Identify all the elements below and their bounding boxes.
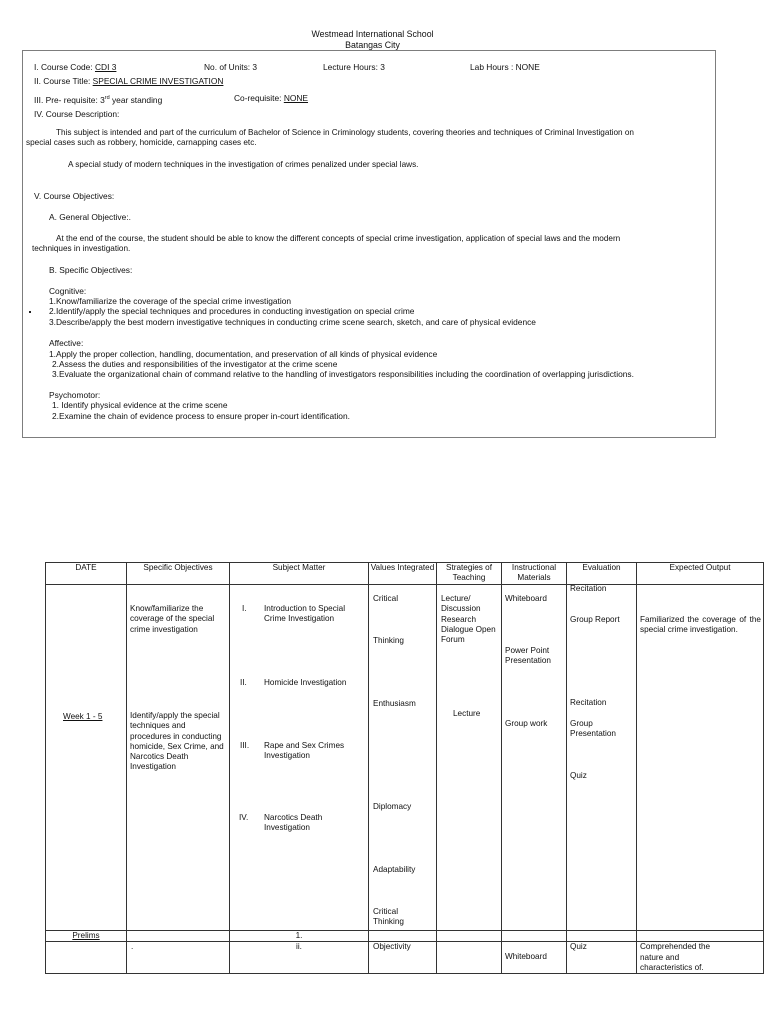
value-item: Adaptability bbox=[373, 865, 416, 874]
evaluation-item: Quiz bbox=[570, 771, 587, 780]
table-row bbox=[46, 942, 764, 974]
cognitive-label: Cognitive: bbox=[49, 286, 87, 296]
strategy-item: Lecture bbox=[453, 709, 481, 718]
col-header-evaluation: Evaluation bbox=[567, 563, 637, 585]
evaluation-item: Group Report bbox=[570, 615, 620, 624]
lab-hours: Lab Hours : NONE bbox=[470, 62, 540, 72]
subject-item: Rape and Sex Crimes Investigation bbox=[264, 741, 345, 761]
subject-item: Introduction to Special Crime Investigation bbox=[264, 604, 346, 624]
course-code: I. Course Code: CDI 3 bbox=[34, 62, 117, 72]
lecture-hours: Lecture Hours: 3 bbox=[323, 62, 385, 72]
value-item: Thinking bbox=[373, 636, 404, 645]
strategy-item: Lecture/ Discussion Research Dialogue Open Forum bbox=[441, 594, 496, 645]
evaluation-item: Recitation bbox=[570, 584, 607, 593]
course-objectives-label: V. Course Objectives: bbox=[34, 191, 115, 201]
subject-number: I. bbox=[242, 604, 247, 613]
affective-item: 3.Evaluate the organizational chain of command relative to the handling of investigators responsibilities including the coordination of overlapping jurisdictions. bbox=[52, 369, 634, 379]
value-item: Diplomacy bbox=[373, 802, 412, 811]
cognitive-item: 3.Describe/apply the best modern investigative techniques in conducting crime scene search, sketch, and care of physical evidence bbox=[49, 317, 536, 327]
row3-material: Whiteboard bbox=[505, 952, 547, 962]
subject-item: Narcotics Death Investigation bbox=[264, 813, 323, 833]
row3-subject: ii. bbox=[296, 942, 302, 952]
subject-number: IV. bbox=[239, 813, 249, 822]
cognitive-item: 2.Identify/apply the special techniques and procedures in conducting investigation on special crime bbox=[49, 306, 415, 316]
specific-objectives-label: B. Specific Objectives: bbox=[49, 265, 133, 275]
table-header-row bbox=[46, 563, 764, 585]
affective-label: Affective: bbox=[49, 338, 84, 348]
subject-item: Homicide Investigation bbox=[264, 678, 347, 687]
prelims-row bbox=[46, 931, 764, 942]
prelims-number: 1. bbox=[295, 931, 303, 940]
psychomotor-item: 1. Identify physical evidence at the crime scene bbox=[52, 400, 228, 410]
row3-expected-output: Comprehended the nature and characteristics of. bbox=[640, 942, 711, 972]
bullet-dot bbox=[29, 311, 31, 313]
evaluation-item: Group Presentation bbox=[570, 719, 616, 739]
material-item: Group work bbox=[505, 719, 548, 728]
table-row bbox=[46, 585, 764, 931]
course-description: This subject is intended and part of the curriculum of Bachelor of Science in Criminology students, covering theories and techniques of Criminal Investigation on special cases such as robbery, homicide, carnapping cases etc. bbox=[26, 128, 634, 148]
row3-objective: . bbox=[131, 942, 134, 952]
corequisite: Co-requisite: NONE bbox=[234, 93, 309, 103]
col-header-materials: Instructional Materials bbox=[502, 563, 567, 585]
course-description-special: A special study of modern techniques in the investigation of crimes penalized under special laws. bbox=[68, 160, 419, 169]
school-name: Westmead International School bbox=[311, 29, 434, 39]
psychomotor-item: 2.Examine the chain of evidence process to ensure proper in-court identification. bbox=[52, 411, 350, 421]
subject-number: III. bbox=[240, 741, 250, 750]
col-header-values: Values Integrated bbox=[369, 563, 437, 585]
week-date: Week 1 - 5 bbox=[63, 712, 103, 721]
specific-objective-1: Know/familiarize the coverage of the special crime investigation bbox=[130, 604, 215, 634]
prerequisite: III. Pre- requisite: 3rd year standing bbox=[34, 94, 163, 105]
value-item: Enthusiasm bbox=[373, 699, 416, 708]
col-header-date: DATE bbox=[46, 563, 127, 585]
col-header-subject-matter: Subject Matter bbox=[230, 563, 369, 585]
specific-objective-2: Identify/apply the special techniques and procedures in conducting homicide, Sex Crime, and Narcotics Death Investigation bbox=[130, 711, 224, 772]
school-city: Batangas City bbox=[345, 40, 400, 50]
material-item: Power Point Presentation bbox=[505, 646, 551, 666]
evaluation-item: Recitation bbox=[570, 698, 607, 707]
value-item: Critical bbox=[373, 594, 399, 603]
row3-evaluation: Quiz bbox=[570, 942, 587, 952]
general-objective-text: At the end of the course, the student should be able to know the different concepts of special crime investigation, application of special laws and the modern techniques in investigation. bbox=[32, 234, 621, 254]
row3-value: Objectivity bbox=[373, 942, 411, 952]
material-item: Whiteboard bbox=[505, 594, 547, 603]
affective-item: 1.Apply the proper collection, handling, documentation, and preservation of all kinds of physical evidence bbox=[49, 349, 438, 359]
prelims-label: Prelims bbox=[72, 931, 100, 940]
col-header-strategies: Strategies of Teaching bbox=[437, 563, 502, 585]
course-title: II. Course Title: SPECIAL CRIME INVESTIGATION bbox=[34, 76, 224, 86]
general-objective-label: A. General Objective:. bbox=[49, 212, 131, 222]
subject-number: II. bbox=[240, 678, 247, 687]
course-description-label: IV. Course Description: bbox=[34, 109, 120, 119]
expected-output-1: Familiarized the coverage of the special crime investigation. bbox=[640, 615, 761, 635]
course-units: No. of Units: 3 bbox=[204, 62, 258, 72]
col-header-specific-objectives: Specific Objectives bbox=[127, 563, 230, 585]
col-header-expected-output: Expected Output bbox=[637, 563, 764, 585]
affective-item: 2.Assess the duties and responsibilities of the investigator at the crime scene bbox=[52, 359, 338, 369]
psychomotor-label: Psychomotor: bbox=[49, 390, 101, 400]
value-item: Critical Thinking bbox=[373, 907, 404, 927]
course-plan-table bbox=[45, 562, 764, 974]
cognitive-item: 1.Know/familiarize the coverage of the special crime investigation bbox=[49, 296, 292, 306]
